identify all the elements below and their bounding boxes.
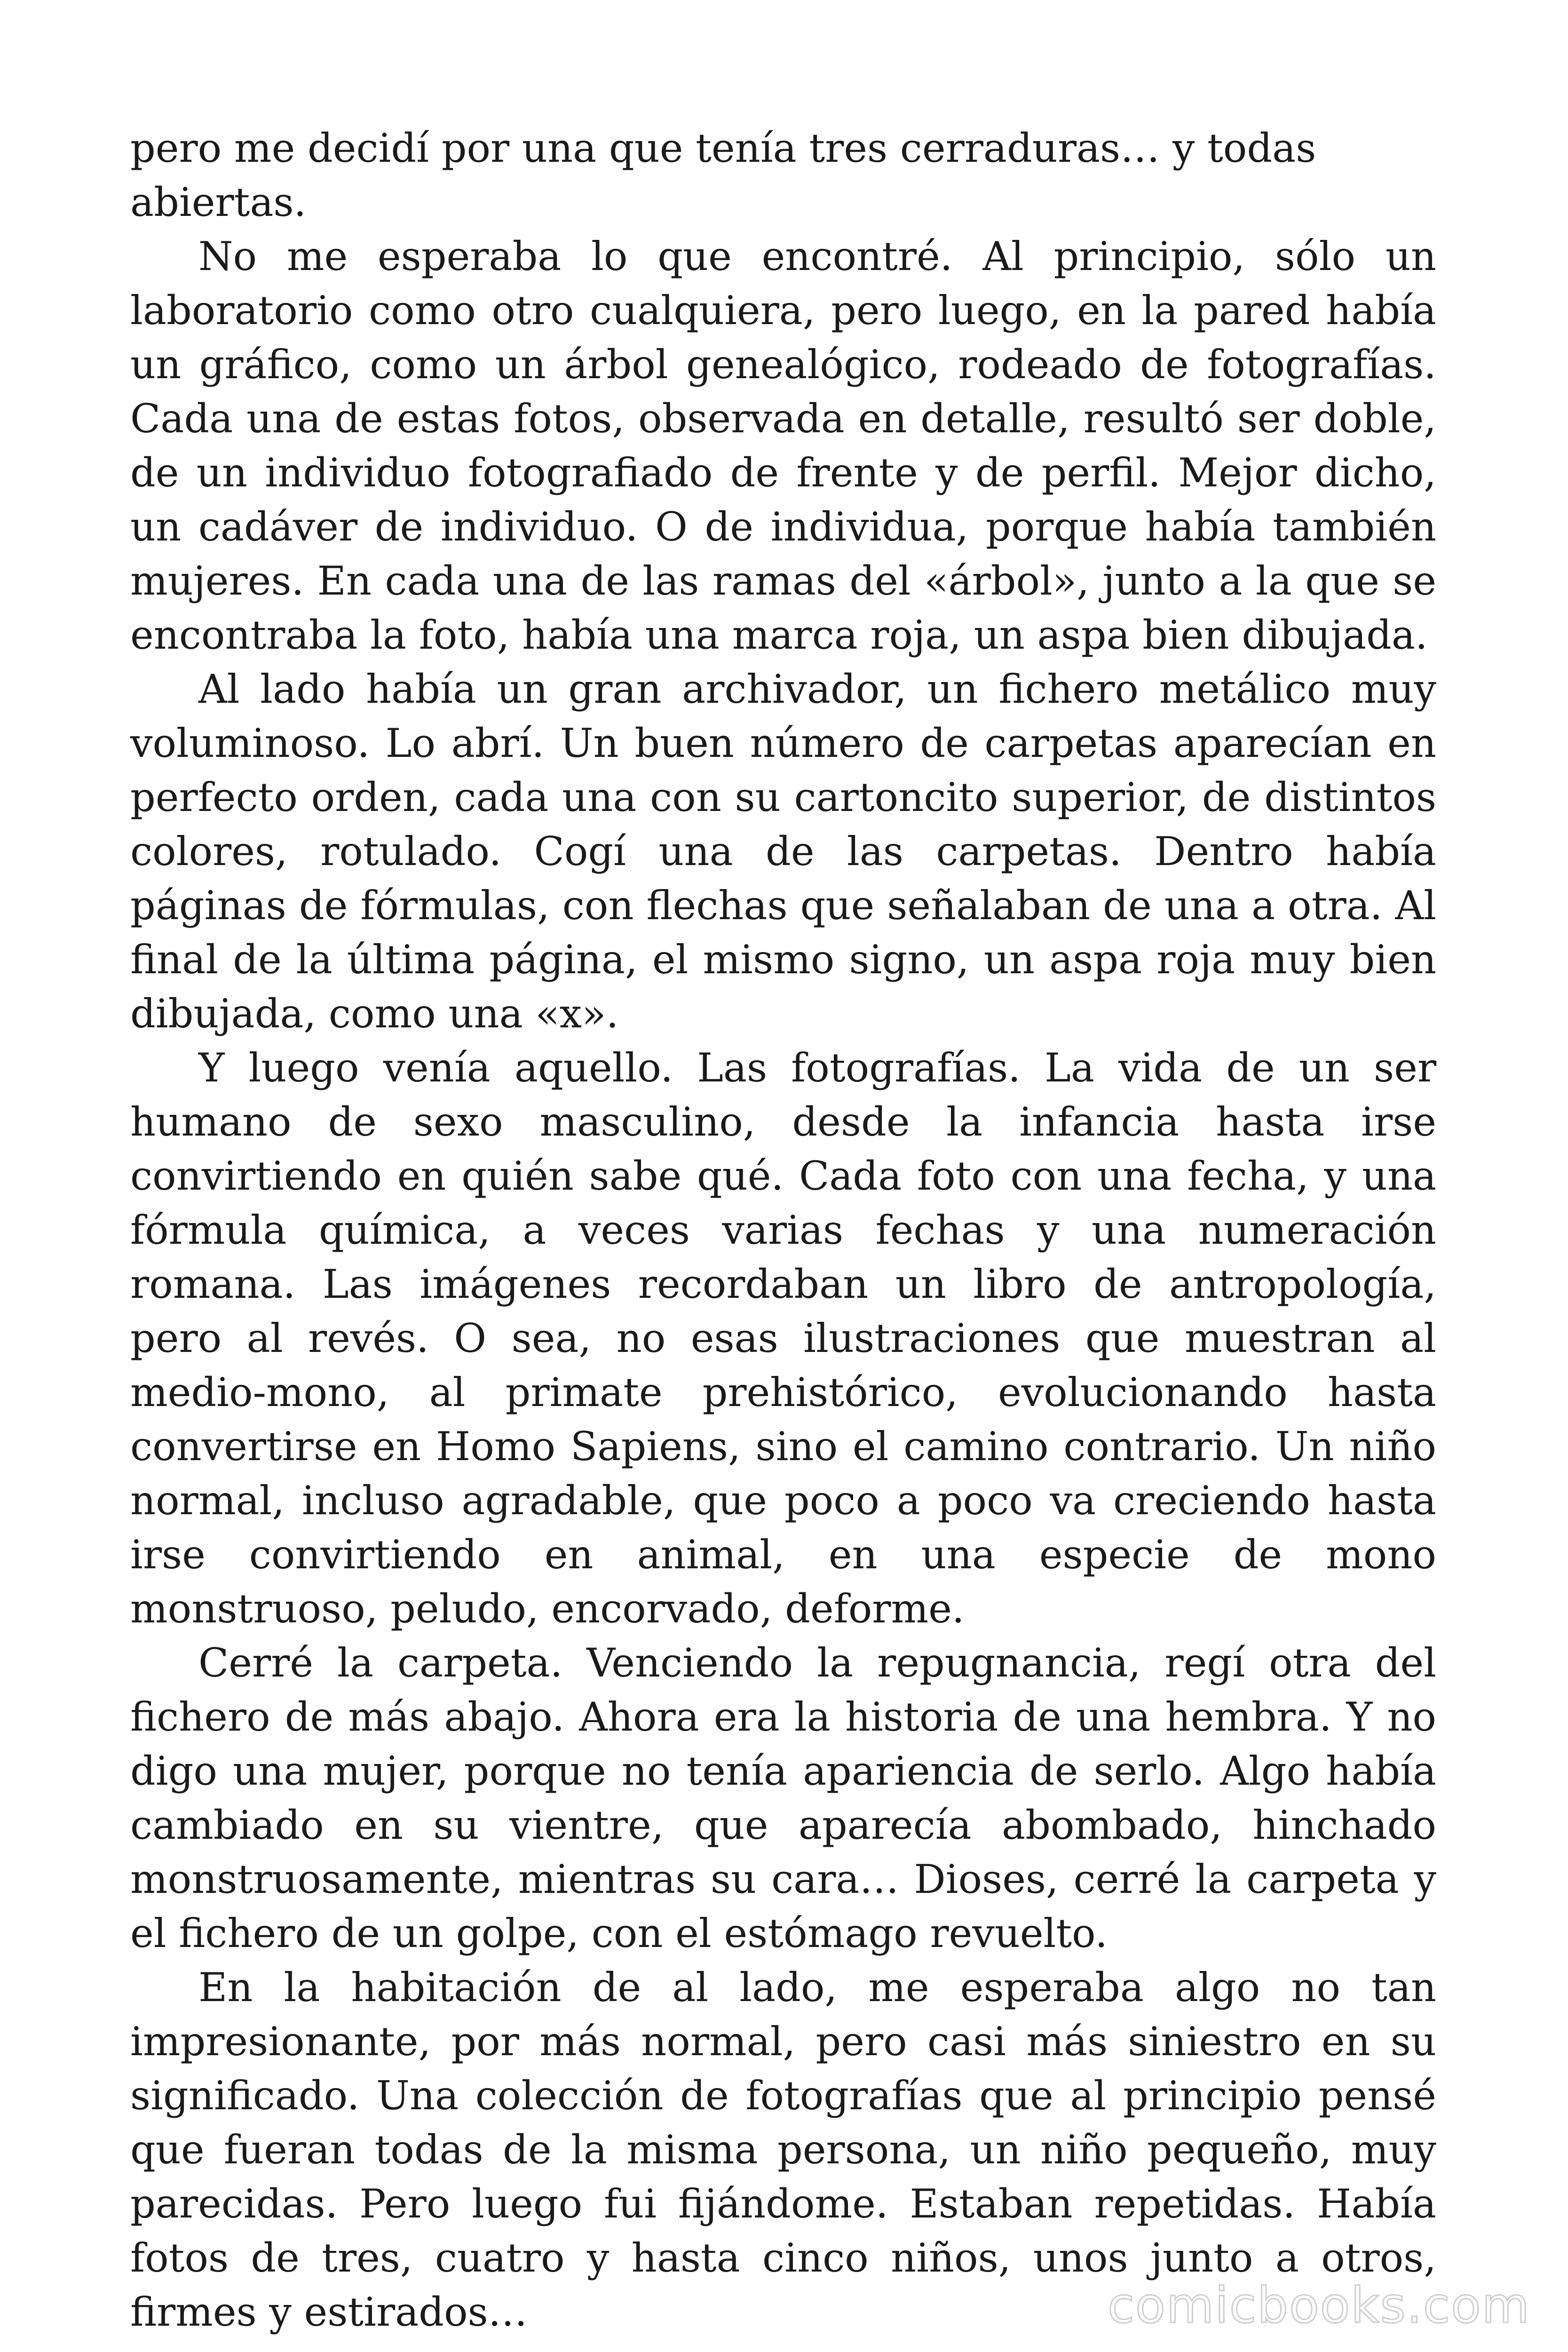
paragraph-6: En la habitación de al lado, me esperaba algo no tan impresionante, por más normal, pero casi más siniestro en su significado. Una colección de fotografías que al principio pensé que fueran todas de la misma persona, un niño pequeño, muy parecidas. Pero luego fui fijándome. Estaban repetidas. Había fotos de tres, cuatro y hasta cinco niños, unos junto a otros, firmes y estirados… xyxy=(130,1964,1436,2335)
watermark: comicbooks.com xyxy=(1107,2277,1530,2334)
paragraph-5: Cerré la carpeta. Venciendo la repugnancia, regí otra del fichero de más abajo. Ahora era la historia de una hembra. Y no digo una mujer, porque no tenía apariencia de serlo. Algo había cambiado en su vientre, que aparecía abombado, hinchado monstruosamente, mientras su cara… Dioses, cerré la carpeta y el fichero de un golpe, con el estómago revuelto. xyxy=(130,1640,1436,1956)
paragraph-2: No me esperaba lo que encontré. Al principio, sólo un laboratorio como otro cualquiera, pero luego, en la pared había un gráfico, como un árbol genealógico, rodeado de fotografías. Cada una de estas fotos, observada en detalle, resultó ser doble, de un individuo fotografiado de frente y de perfil. Mejor dicho, un cadáver de individuo. O de individua, porque había también mujeres. En cada una de las ramas del «árbol», junto a la que se encontraba la foto, había una marca roja, un aspa bien dibujada. xyxy=(130,233,1436,658)
paragraph-3: Al lado había un gran archivador, un fichero metálico muy voluminoso. Lo abrí. Un buen número de carpetas aparecían en perfecto orden, cada una con su cartoncito superior, de distintos colores, rotulado. Cogí una de las carpetas. Dentro había páginas de fórmulas, con flechas que señalaban de una a otra. Al final de la última página, el mismo signo, un aspa roja muy bien dibujada, como una «x». xyxy=(130,666,1436,1037)
paragraph-1: pero me decidí por una que tenía tres cerraduras… y todas abiertas. xyxy=(130,125,1316,225)
document-page xyxy=(130,121,1436,2339)
paragraph-4: Y luego venía aquello. Las fotografías. La vida de un ser humano de sexo masculino, desde la infancia hasta irse convirtiendo en quién sabe qué. Cada foto con una fecha, y una fórmula química, a veces varias fechas y una numeración romana. Las imágenes recordaban un libro de antropología, pero al revés. O sea, no esas ilustraciones que muestran al medio-mono, al primate prehistórico, evolucionando hasta convertirse en Homo Sapiens, sino el camino contrario. Un niño normal, incluso agradable, que poco a poco va creciendo hasta irse convirtiendo en animal, en una especie de mono monstruoso, peludo, encorvado, deforme. xyxy=(130,1045,1436,1632)
